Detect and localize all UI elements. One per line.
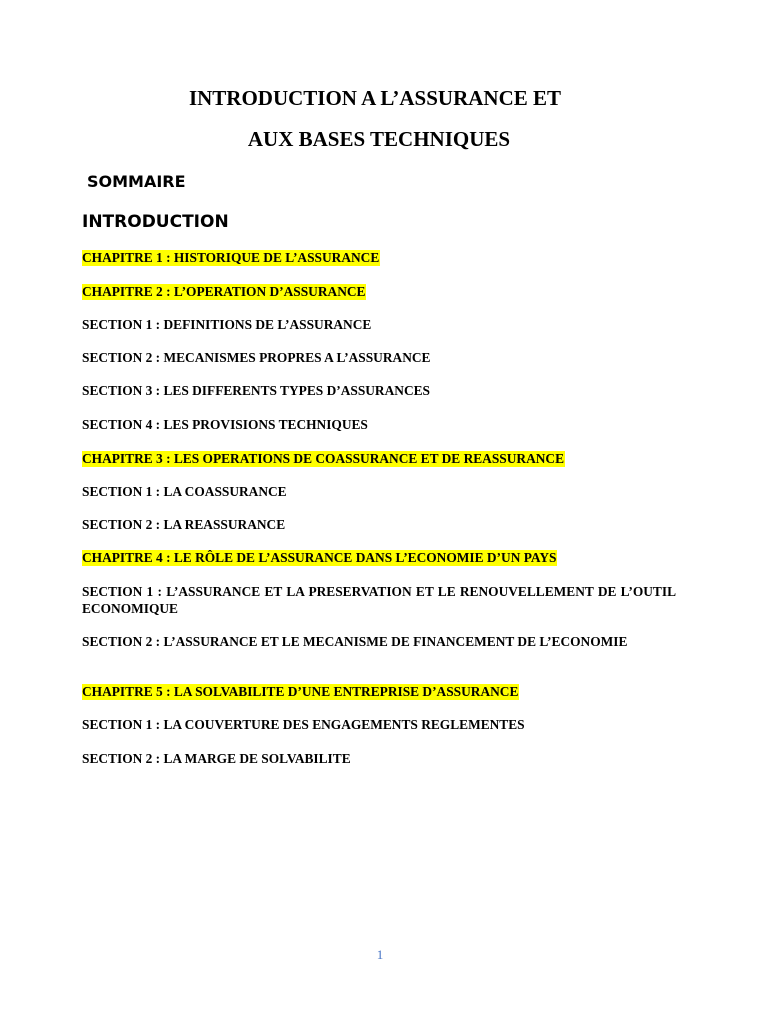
toc-chapter-4-section-2: SECTION 2 : L’ASSURANCE ET LE MECANISME DE FINANCEMENT DE L’ECONOMIE <box>82 634 628 649</box>
toc-chapter-2-section-2: SECTION 2 : MECANISMES PROPRES A L’ASSURANCE <box>82 350 431 365</box>
toc-chapter-1 <box>82 249 380 266</box>
toc-chapter-2-section-1: SECTION 1 : DEFINITIONS DE L’ASSURANCE <box>82 317 372 332</box>
toc-chapter-5-section-1: SECTION 1 : LA COUVERTURE DES ENGAGEMENTS REGLEMENTES <box>82 717 525 732</box>
toc-chapter-1-text: CHAPITRE 1 : HISTORIQUE DE L’ASSURANCE <box>82 250 380 265</box>
toc-chapter-2-text: CHAPITRE 2 : L’OPERATION D’ASSURANCE <box>82 284 366 299</box>
toc-chapter-3 <box>82 450 565 467</box>
toc-chapter-2 <box>82 283 366 300</box>
toc-chapter-4-text: CHAPITRE 4 : LE RÔLE DE L’ASSURANCE DANS L’ECONOMIE D’UN PAYS <box>82 550 557 565</box>
toc-chapter-3-text: CHAPITRE 3 : LES OPERATIONS DE COASSURANCE ET DE REASSURANCE <box>82 451 565 466</box>
toc-chapter-3-section-1: SECTION 1 : LA COASSURANCE <box>82 484 287 499</box>
page-number: 1 <box>376 947 384 962</box>
toc-chapter-2-section-4: SECTION 4 : LES PROVISIONS TECHNIQUES <box>82 417 368 432</box>
toc-chapter-2-section-3: SECTION 3 : LES DIFFERENTS TYPES D’ASSURANCES <box>82 383 430 398</box>
introduction-heading: INTRODUCTION <box>82 212 229 232</box>
toc-chapter-3-section-2: SECTION 2 : LA REASSURANCE <box>82 517 286 532</box>
document-title-line-1: INTRODUCTION A L’ASSURANCE ET <box>188 86 562 110</box>
toc-chapter-4 <box>82 549 557 566</box>
toc-chapter-5-section-2: SECTION 2 : LA MARGE DE SOLVABILITE <box>82 751 351 766</box>
document-title-line-2: AUX BASES TECHNIQUES <box>247 127 511 151</box>
toc-chapter-5 <box>82 683 519 700</box>
toc-chapter-4-section-1: SECTION 1 : L’ASSURANCE ET LA PRESERVATION ET LE RENOUVELLEMENT DE L’OUTIL ECONOMIQUE <box>82 584 676 616</box>
sommaire-heading: SOMMAIRE <box>87 172 186 191</box>
toc-chapter-5-text: CHAPITRE 5 : LA SOLVABILITE D’UNE ENTREPRISE D’ASSURANCE <box>82 684 519 699</box>
